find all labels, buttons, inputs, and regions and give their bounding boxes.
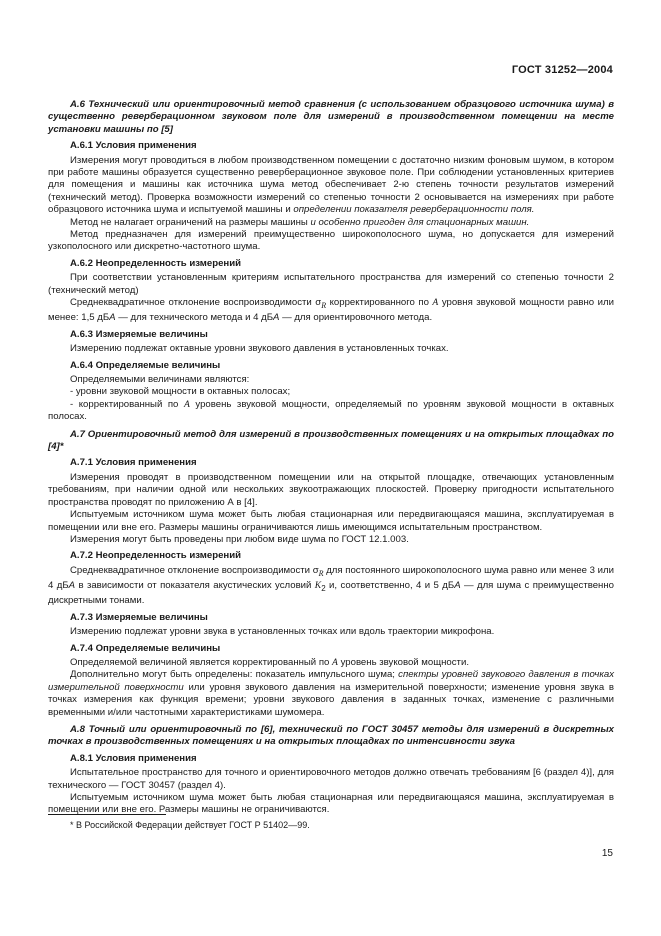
paragraph: При соответствии установленным критериям испытательного пространства для измерений со степенью точности 2 (технический метод) — [48, 272, 614, 296]
paragraph: Испытательное пространство для точного и ориентировочного методов должно отвечать требованиям [6 (раздел 4)], для технического — ГОСТ 30457 (раздел 4). — [48, 767, 614, 791]
paragraph: Измерению подлежат октавные уровни звукового давления в установленных точках. — [70, 343, 449, 355]
paragraph: Определяемой величиной является корректированный по А уровень звуковой мощности. — [70, 656, 469, 668]
section-a7-1-heading: А.7.1 Условия применения — [70, 457, 197, 469]
paragraph: Среднеквадратичное отклонение воспроизводимости $\sigma_R$ для постоянного широкополосного шума равно или менее 3 или 4 дБА в зависимости от показателя акустических условий $K_2$ и, соответственно, 4 и 5 дБА — для шума с преимущественно дискретными тонами. — [48, 564, 614, 607]
paragraph: Измерения могут проводиться в любом производственном помещении с достаточно низким фоновым шумом, в котором при работе машины образуется существенно реверберационное звуковое поле. При соблюдении установленных критериев для помещения и машины как источника шума метод обеспечивает 2-ю степень точности результатов измерений (технический метод). Проверка возможности измерений со степенью точности 2 основывается на измерениях при работе образцового источника шума и испытуемой машины и определении показателя реверберационности поля. — [48, 154, 614, 216]
section-a6-title: А.6 Технический или ориентировочный метод сравнения (с использованием образцового источника шума) в существенно реверберационном звуковом поле для измерений в производственном помещении на месте установки машины по [5] — [48, 99, 614, 135]
paragraph: Дополнительно могут быть определены: показатель импульсного шума; спектры уровней звукового давления в точках измерительной поверхности или уровня звукового давления на измерительной поверхности; изменение уровня звука в точках измерения как функция времени; уровни звукового давления в заданных точках, изменение с различными временными и/или частотными характеристиками шумомера. — [48, 669, 614, 718]
section-a6-1-heading: А.6.1 Условия применения — [70, 140, 197, 152]
section-a6-4-heading: А.6.4 Определяемые величины — [70, 359, 221, 371]
section-a6-3-heading: А.6.3 Измеряемые величины — [70, 328, 208, 340]
list-item: - уровни звуковой мощности в октавных полосах; — [70, 386, 291, 398]
footnote-divider — [48, 814, 166, 815]
section-a7-title: А.7 Ориентировочный метод для измерений в производственных помещениях и на открытых площадках по [4]* — [48, 428, 614, 453]
paragraph: Испытуемым источником шума может быть любая стационарная или передвигающаяся машина, эксплуатируемая в помещении или вне его. Размеры машины не ограничиваются. — [48, 792, 614, 816]
paragraph: Измерения проводят в производственном помещении или на открытой площадке, отвечающих установленным требованиям, при наличии одной или нескольких звукоотражающих плоскостей. Проверку пригодности испытательного пространства проводят по приложению А в [4]. — [48, 471, 614, 508]
paragraph: Метод предназначен для измерений преимущественно широкополосного шума, но допускается для измерений узкополосного или дискретно-частотного шума. — [48, 229, 614, 253]
paragraph: Измерению подлежат уровни звука в установленных точках или вдоль траектории микрофона. — [70, 626, 495, 638]
document-id-header: ГОСТ 31252—2004 — [511, 64, 613, 76]
list-item: - корректированный по А уровень звуковой мощности, определяемый по уровням звуковой мощности в октавных полосах. — [48, 398, 614, 423]
footnote: * В Российской Федерации действует ГОСТ Р 51402—99. — [70, 820, 310, 830]
paragraph: Испытуемым источником шума может быть любая стационарная или передвигающаяся машина, эксплуатируемая в помещении или вне его. Размеры машины ограничиваются лишь имеющимся испытательным пространством. — [48, 509, 614, 533]
paragraph: Среднеквадратичное отклонение воспроизводимости $\sigma_R$ корректированного по А уровня звуковой мощности равно или менее: 1,5 дБА — для технического метода и 4 дБА — для ориентировочного метода. — [48, 297, 614, 324]
page-number: 15 — [601, 848, 613, 859]
document-body — [48, 94, 614, 817]
section-a8-1-heading: А.8.1 Условия применения — [70, 752, 197, 764]
paragraph: Метод не налагает ограничений на размеры машины и особенно пригоден для стационарных машин. — [70, 216, 530, 228]
paragraph: Измерения могут быть проведены при любом виде шума по ГОСТ 12.1.003. — [70, 533, 409, 545]
section-a7-4-heading: А.7.4 Определяемые величины — [70, 642, 221, 654]
section-a6-2-heading: А.6.2 Неопределенность измерений — [70, 257, 242, 269]
paragraph: Определяемыми величинами являются: — [70, 374, 250, 386]
section-a7-2-heading: А.7.2 Неопределенность измерений — [70, 550, 242, 562]
section-a7-3-heading: А.7.3 Измеряемые величины — [70, 611, 208, 623]
section-a8-title: А.8 Точный или ориентировочный по [6], технический по ГОСТ 30457 методы для измерений в дискретных точках в производственных помещениях и на открытых площадках по интенсивности звука — [48, 724, 614, 748]
